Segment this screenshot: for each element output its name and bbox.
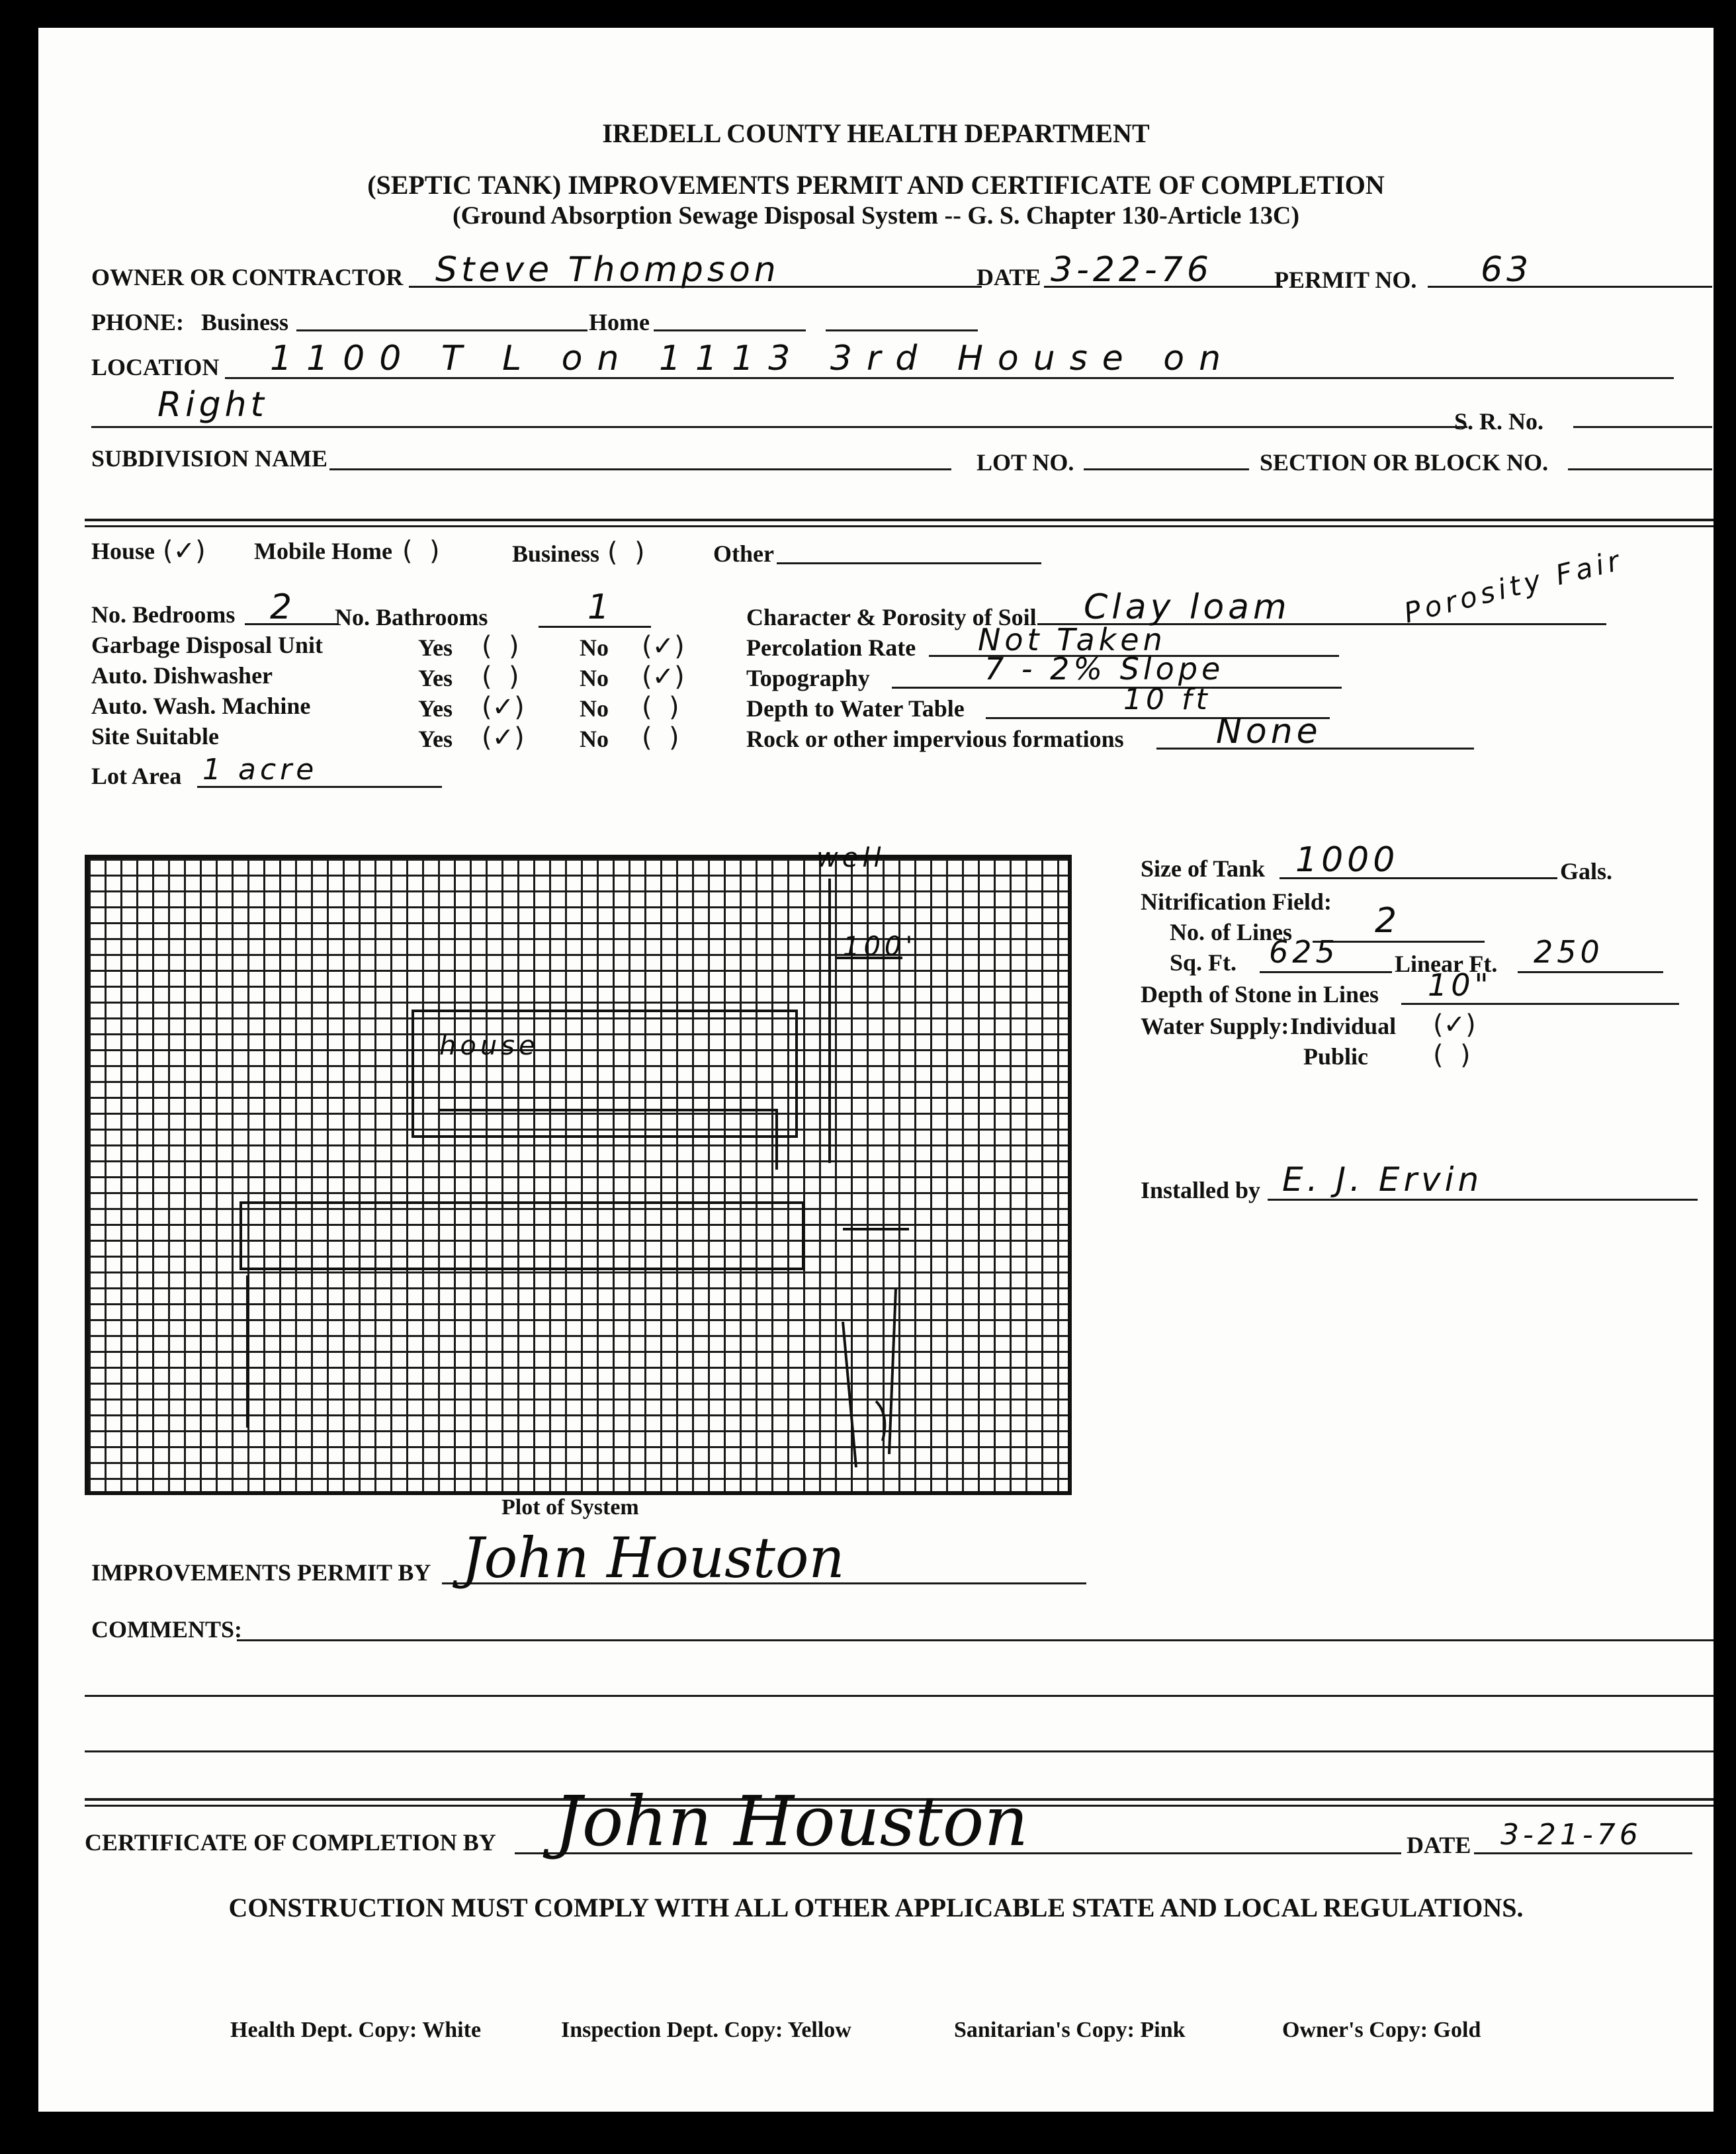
water-table-label: Depth to Water Table (746, 695, 965, 722)
phone-home-label: Home (589, 309, 650, 335)
stone-depth-underline (1401, 1003, 1679, 1005)
other-label: Other (713, 540, 774, 567)
location-value-line1[interactable]: 1100 T L on 1113 3rd House on (270, 339, 1236, 378)
improvements-signature[interactable]: John Houston (462, 1526, 845, 1590)
lines-value[interactable]: 2 (1375, 901, 1401, 941)
phone-home-field-2[interactable] (826, 329, 978, 331)
house-checkbox[interactable]: (✓) (163, 536, 206, 566)
dishwasher-no-checkbox[interactable]: (✓) (642, 662, 685, 692)
rock-value[interactable]: None (1216, 712, 1322, 752)
dishwasher-no-label: No (580, 665, 609, 691)
public-checkbox[interactable]: ( ) (1433, 1040, 1471, 1070)
site-suitable-yes-checkbox[interactable]: (✓) (482, 722, 525, 753)
completion-date-label: DATE (1407, 1832, 1471, 1858)
location-label: LOCATION (91, 354, 220, 380)
topography-label: Topography (746, 665, 870, 691)
individual-checkbox[interactable]: (✓) (1433, 1010, 1476, 1040)
installed-by-label: Installed by (1141, 1177, 1261, 1203)
garbage-no-label: No (580, 634, 609, 661)
business-checkbox[interactable]: ( ) (607, 537, 645, 568)
lot-area-value[interactable]: 1 acre (202, 753, 318, 787)
comments-line-1[interactable] (237, 1639, 1714, 1641)
date-value[interactable]: 3-22-76 (1051, 250, 1213, 290)
date-label: DATE (976, 264, 1041, 290)
wash-machine-no-label: No (580, 695, 609, 722)
subdivision-label: SUBDIVISION NAME (91, 445, 328, 472)
location-underline-2 (91, 426, 1467, 428)
soil-value[interactable]: Clay loam (1084, 587, 1291, 627)
garbage-disposal-label: Garbage Disposal Unit (91, 632, 324, 658)
tank-size-label: Size of Tank (1141, 855, 1266, 882)
phone-home-field-1[interactable] (654, 329, 806, 331)
department-title: IREDELL COUNTY HEALTH DEPARTMENT (602, 118, 1150, 148)
individual-label: Individual (1290, 1013, 1397, 1039)
plot-annotation-well: well (816, 843, 885, 873)
linear-ft-underline (1518, 971, 1663, 973)
lines-label: No. of Lines (1170, 919, 1293, 945)
comments-line-2[interactable] (85, 1695, 1714, 1697)
site-suitable-label: Site Suitable (91, 723, 220, 750)
permit-no-label: PERMIT NO. (1274, 267, 1417, 293)
garbage-no-checkbox[interactable]: (✓) (642, 631, 685, 662)
sqft-value[interactable]: 625 (1269, 934, 1339, 970)
lot-area-label: Lot Area (91, 763, 182, 789)
bathrooms-value[interactable]: 1 (587, 587, 614, 627)
garbage-yes-label: Yes (418, 634, 453, 661)
house-label: House (91, 538, 155, 564)
perc-label: Percolation Rate (746, 634, 916, 661)
soil-note[interactable]: Porosity Fair (1401, 543, 1626, 630)
dishwasher-yes-label: Yes (418, 665, 453, 691)
soil-label: Character & Porosity of Soil (746, 604, 1037, 630)
plot-annotation-house: house (439, 1031, 539, 1061)
perc-value[interactable]: Not Taken (978, 622, 1166, 658)
public-label: Public (1303, 1043, 1369, 1070)
house-check-mark: ✓ (173, 536, 196, 566)
site-suitable-no-label: No (580, 726, 609, 752)
subdivision-field[interactable] (329, 468, 951, 470)
linear-ft-value[interactable]: 250 (1534, 934, 1604, 970)
wash-machine-no-checkbox[interactable]: ( ) (642, 692, 679, 722)
divider-top (85, 519, 1714, 521)
certificate-signature[interactable]: John Houston (554, 1781, 1029, 1862)
comments-label: COMMENTS: (91, 1616, 242, 1643)
section-label: SECTION OR BLOCK NO. (1260, 449, 1549, 476)
plot-sketch (89, 859, 1068, 1491)
wash-machine-yes-label: Yes (418, 695, 453, 722)
lot-no-field[interactable] (1084, 468, 1249, 470)
section-field[interactable] (1568, 468, 1712, 470)
lot-no-label: LOT NO. (976, 449, 1074, 476)
owner-label: OWNER OR CONTRACTOR (91, 264, 404, 290)
plot-grid[interactable] (85, 843, 1072, 1495)
wash-machine-yes-mark: ✓ (492, 692, 515, 722)
water-supply-label: Water Supply: (1141, 1013, 1289, 1039)
comments-line-3[interactable] (85, 1750, 1714, 1752)
bedrooms-label: No. Bedrooms (91, 601, 236, 628)
site-suitable-no-checkbox[interactable]: ( ) (642, 722, 679, 753)
plot-caption: Plot of System (501, 1495, 639, 1520)
bathrooms-label: No. Bathrooms (335, 604, 488, 630)
nitrification-label: Nitrification Field: (1141, 888, 1332, 915)
sqft-label: Sq. Ft. (1170, 949, 1237, 976)
installed-by-value[interactable]: E. J. Ervin (1282, 1160, 1483, 1199)
divider-bottom (85, 525, 1714, 527)
wash-machine-label: Auto. Wash. Machine (91, 693, 311, 719)
completion-date-value[interactable]: 3-21-76 (1500, 1818, 1642, 1852)
copy-inspection-dept: Inspection Dept. Copy: Yellow (561, 2018, 851, 2042)
form-subtitle: (Ground Absorption Sewage Disposal System -- G. S. Chapter 130-Article 13C) (452, 202, 1300, 230)
dishwasher-no-mark: ✓ (652, 662, 675, 692)
bedrooms-value[interactable]: 2 (270, 587, 296, 627)
phone-business-label: Business (201, 309, 289, 335)
individual-mark: ✓ (1443, 1010, 1466, 1040)
location-value-line2[interactable]: Right (157, 385, 268, 425)
other-field[interactable] (777, 562, 1041, 564)
garbage-no-mark: ✓ (652, 631, 675, 662)
certificate-label: CERTIFICATE OF COMPLETION BY (85, 1829, 496, 1856)
rock-label: Rock or other impervious formations (746, 726, 1124, 752)
mobile-home-label: Mobile Home (254, 538, 392, 564)
plot-annotation-distance: 100' (843, 931, 917, 962)
phone-business-field[interactable] (296, 329, 587, 331)
gals-label: Gals. (1560, 858, 1613, 884)
site-suitable-yes-mark: ✓ (492, 722, 515, 753)
sr-no-field[interactable] (1573, 426, 1712, 428)
copy-health-dept: Health Dept. Copy: White (230, 2018, 482, 2042)
permit-no-value[interactable]: 63 (1481, 250, 1533, 290)
copy-sanitarian: Sanitarian's Copy: Pink (954, 2018, 1186, 2042)
linear-ft-label: Linear Ft. (1395, 951, 1498, 977)
phone-label: PHONE: (91, 309, 184, 335)
business-label: Business (512, 540, 600, 567)
topography-value[interactable]: 7 - 2% Slope (984, 651, 1225, 687)
tank-size-value[interactable]: 1000 (1295, 840, 1399, 880)
permit-no-underline (1428, 286, 1712, 288)
sqft-underline (1260, 971, 1392, 973)
installed-by-underline (1268, 1199, 1698, 1201)
regulations-notice: CONSTRUCTION MUST COMPLY WITH ALL OTHER APPLICABLE STATE AND LOCAL REGULATIONS. (228, 1893, 1524, 1922)
stone-depth-label: Depth of Stone in Lines (1141, 981, 1379, 1008)
water-table-value[interactable]: 10 ft (1123, 683, 1211, 716)
sr-no-label: S. R. No. (1454, 408, 1544, 435)
dishwasher-label: Auto. Dishwasher (91, 662, 273, 689)
owner-value[interactable]: Steve Thompson (435, 250, 780, 290)
wash-machine-yes-checkbox[interactable]: (✓) (482, 692, 525, 722)
mobile-home-checkbox[interactable]: ( ) (402, 536, 440, 566)
copy-owner: Owner's Copy: Gold (1282, 2018, 1481, 2042)
topography-underline (892, 687, 1342, 689)
improvements-permit-label: IMPROVEMENTS PERMIT BY (91, 1559, 431, 1586)
form-title: (SEPTIC TANK) IMPROVEMENTS PERMIT AND CERTIFICATE OF COMPLETION (367, 170, 1385, 200)
completion-date-underline (1474, 1852, 1692, 1854)
garbage-yes-checkbox[interactable]: ( ) (482, 631, 519, 662)
permit-form (38, 28, 1714, 2112)
site-suitable-yes-label: Yes (418, 726, 453, 752)
stone-depth-value[interactable]: 10" (1428, 967, 1493, 1003)
dishwasher-yes-checkbox[interactable]: ( ) (482, 662, 519, 692)
